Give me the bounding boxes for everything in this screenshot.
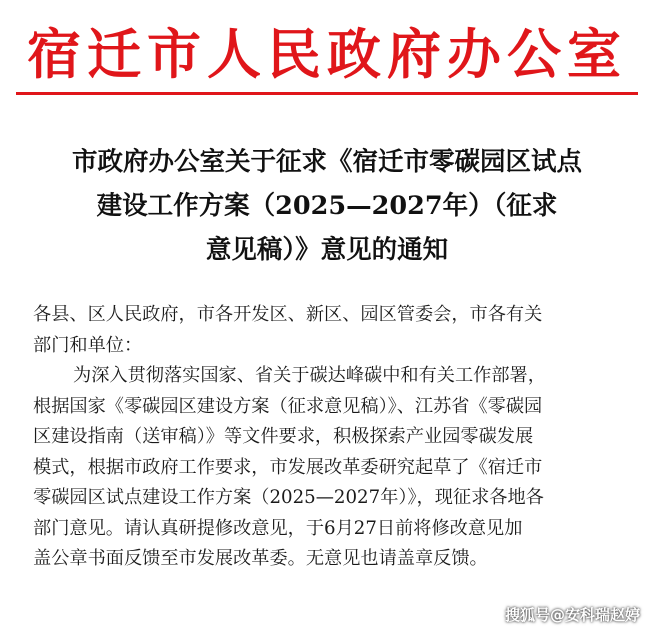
addressee-line: 部门和单位： — [33, 334, 143, 356]
issuing-authority-header: 宿迁市人民政府办公室 — [27, 22, 627, 86]
red-header-rule — [16, 92, 638, 95]
body-paragraph-line: 模式，根据市政府工作要求，市发展改革委研究起草了《宿迁市 — [33, 456, 543, 478]
document-title-line: 市政府办公室关于征求《宿迁市零碳园区试点 — [71, 147, 582, 177]
document-title-line: 建设工作方案（2025—2027年）（征求 — [96, 191, 558, 221]
document-title-line: 意见稿）》意见的通知 — [205, 235, 449, 265]
document-title — [20, 140, 634, 272]
document-body — [33, 300, 623, 575]
body-paragraph-line: 零碳园区试点建设工作方案（2025—2027年）》，现征求各地各 — [33, 487, 544, 508]
body-paragraph-line: 区建设指南（送审稿）》等文件要求，积极探索产业园零碳发展 — [33, 426, 534, 447]
body-paragraph-line: 根据国家《零碳园区建设方案（征求意见稿）》、江苏省《零碳园 — [33, 395, 543, 417]
body-paragraph-line: 部门意见。请认真研提修改意见，于6月27日前将修改意见加 — [33, 517, 523, 539]
body-paragraph-line: 为深入贯彻落实国家、省关于碳达峰碳中和有关工作部署， — [73, 365, 546, 386]
addressee-line: 各县、区人民政府，市各开发区、新区、园区管委会，市各有关 — [33, 304, 543, 325]
source-watermark: 搜狐号@安科瑞赵婷 — [504, 606, 640, 624]
body-paragraph-line: 盖公章书面反馈至市发展改革委。无意见也请盖章反馈。 — [33, 548, 488, 569]
